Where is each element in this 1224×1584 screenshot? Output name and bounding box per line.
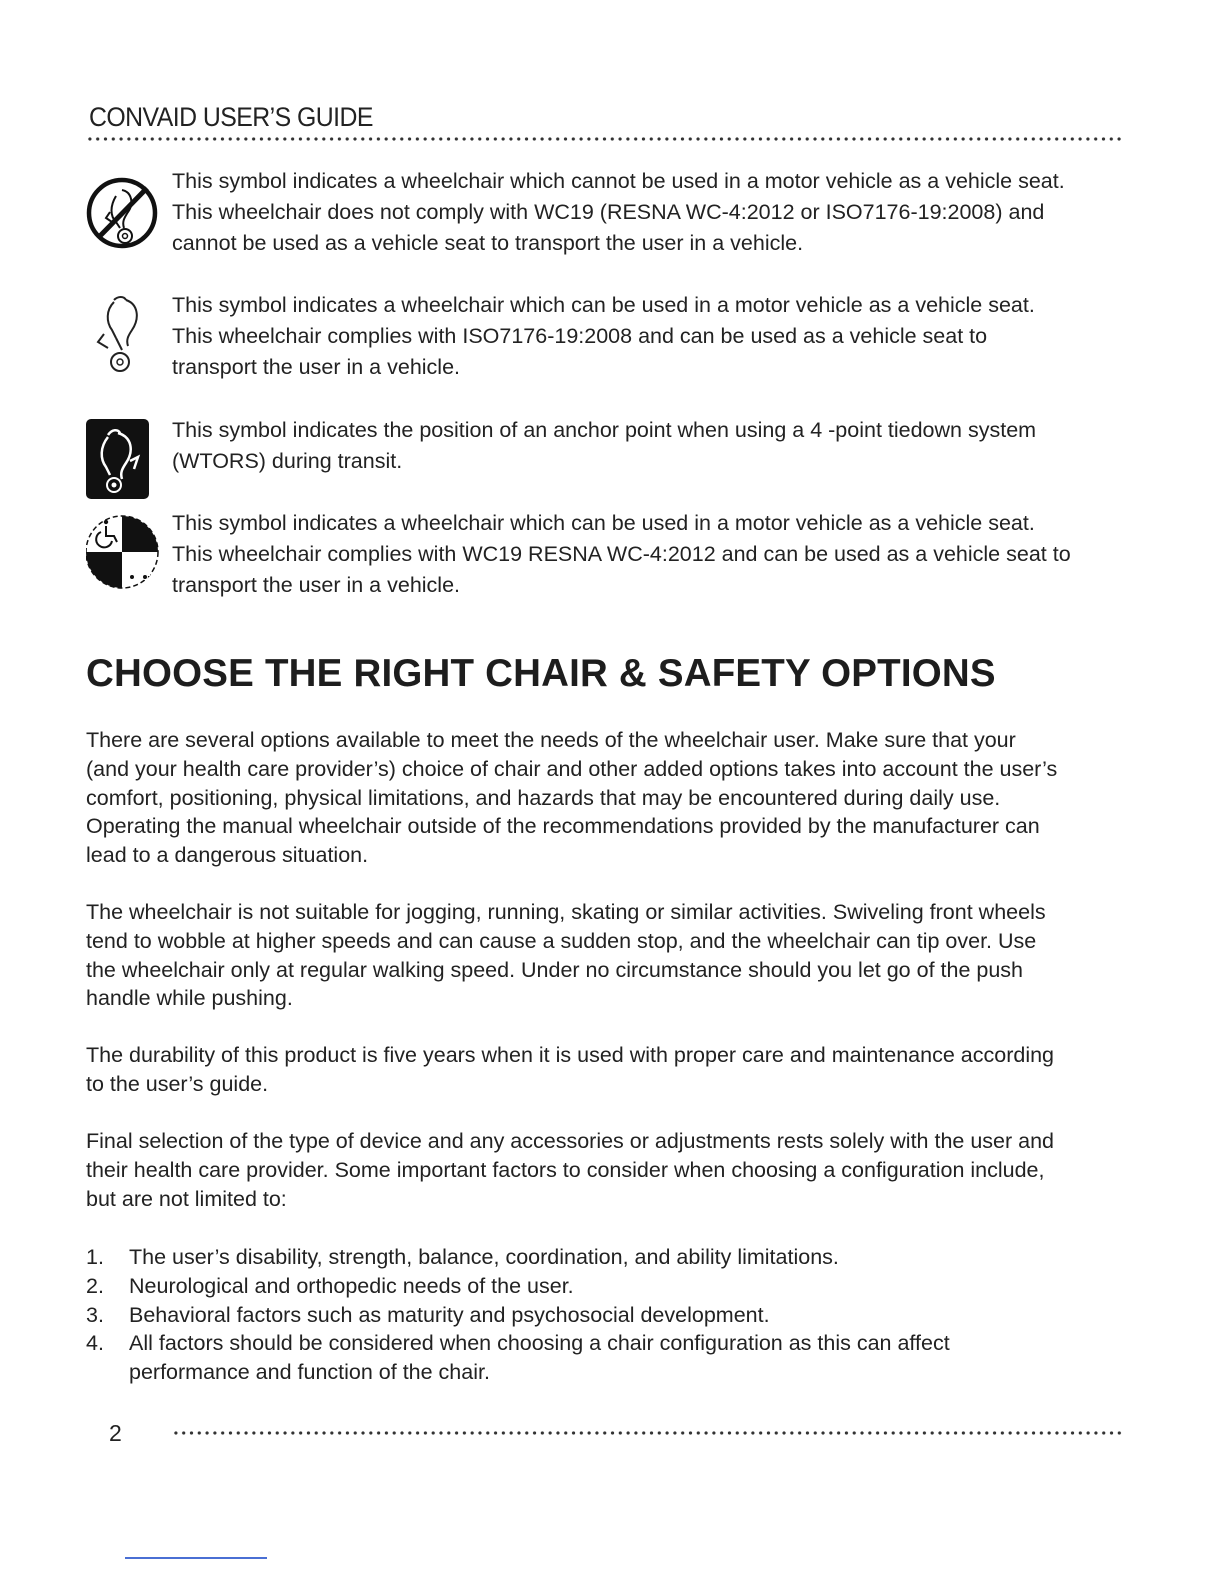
header-dotted-rule: [86, 137, 1122, 141]
symbol-description: This symbol indicates a wheelchair which can be used in a motor vehicle as a vehicle seat. This wheelchair complies with WC19 RESNA WC-4:2012 and can be used as a vehicle seat to transport the user in a vehicle.: [172, 511, 1071, 598]
footer-dotted-rule: [172, 1431, 1122, 1435]
symbol-description: This symbol indicates a wheelchair which can be used in a motor vehicle as a vehicle seat. This wheelchair complies with ISO7176-19:2008 and can be used as a vehicle seat to transport the user in a vehicle.: [172, 293, 1035, 380]
list-text: Behavioral factors such as maturity and psychosocial development.: [129, 1302, 770, 1327]
list-item: [86, 1243, 1086, 1272]
list-text: Neurological and orthopedic needs of the user.: [129, 1273, 574, 1298]
transit-hook-icon: [86, 290, 158, 380]
footer-underline: [125, 1557, 267, 1559]
list-item: [86, 1329, 1086, 1387]
body-paragraph: Final selection of the type of device and any accessories or adjustments rests solely with the user and their health care provider. Some important factors to consider when choosing a configuration include, but are not limited to:: [86, 1129, 1055, 1211]
list-text: All factors should be considered when choosing a chair configuration as this can affect performance and function of the chair.: [129, 1331, 950, 1385]
section-heading: CHOOSE THE RIGHT CHAIR & SAFETY OPTIONS: [86, 652, 996, 695]
list-number: 4.: [86, 1331, 104, 1356]
wc19-transit-icon: [86, 508, 160, 592]
anchor-point-icon: [86, 415, 158, 505]
body-paragraph: The wheelchair is not suitable for jogging, running, skating or similar activities. Swiveling front wheels tend to wobble at higher speeds and can cause a sudden stop, and the wheelchair can tip over. Use the wheelchair only at regular walking speed. Under no circumstance should you let go of the push handle while pushing.: [86, 900, 1046, 1011]
list-item: [86, 1272, 1086, 1301]
running-header: CONVAID USER’S GUIDE: [89, 102, 373, 132]
list-number: 1.: [86, 1245, 104, 1269]
body-paragraph: The durability of this product is five years when it is used with proper care and maintenance according to the user’s guide.: [86, 1043, 1055, 1096]
list-item: [86, 1301, 1086, 1330]
symbol-description: This symbol indicates the position of an anchor point when using a 4 -point tiedown system (WTORS) during transit.: [172, 418, 1037, 474]
list-number: 3.: [86, 1302, 104, 1327]
factors-list: [86, 1243, 1086, 1387]
body-paragraph: There are several options available to meet the needs of the wheelchair user. Make sure that your (and your health care provider’s) choice of chair and other added options takes into account the user’s comfort, positioning, physical limitations, and hazards that may be encountered during daily use. Operating the manual wheelchair outside of the recommendations provided by the manufacturer can lead to a dangerous situation.: [86, 728, 1058, 868]
symbol-description: This symbol indicates a wheelchair which cannot be used in a motor vehicle as a vehicle seat. This wheelchair does not comply with WC19 (RESNA WC-4:2012 or ISO7176-19:2008) and cannot be used as a vehicle seat to transport the user in a vehicle.: [172, 169, 1065, 256]
page-number: 2: [109, 1420, 122, 1446]
list-text: The user’s disability, strength, balance, coordination, and ability limitations.: [129, 1245, 839, 1269]
no-transit-hook-icon: [86, 166, 158, 256]
list-number: 2.: [86, 1273, 104, 1298]
